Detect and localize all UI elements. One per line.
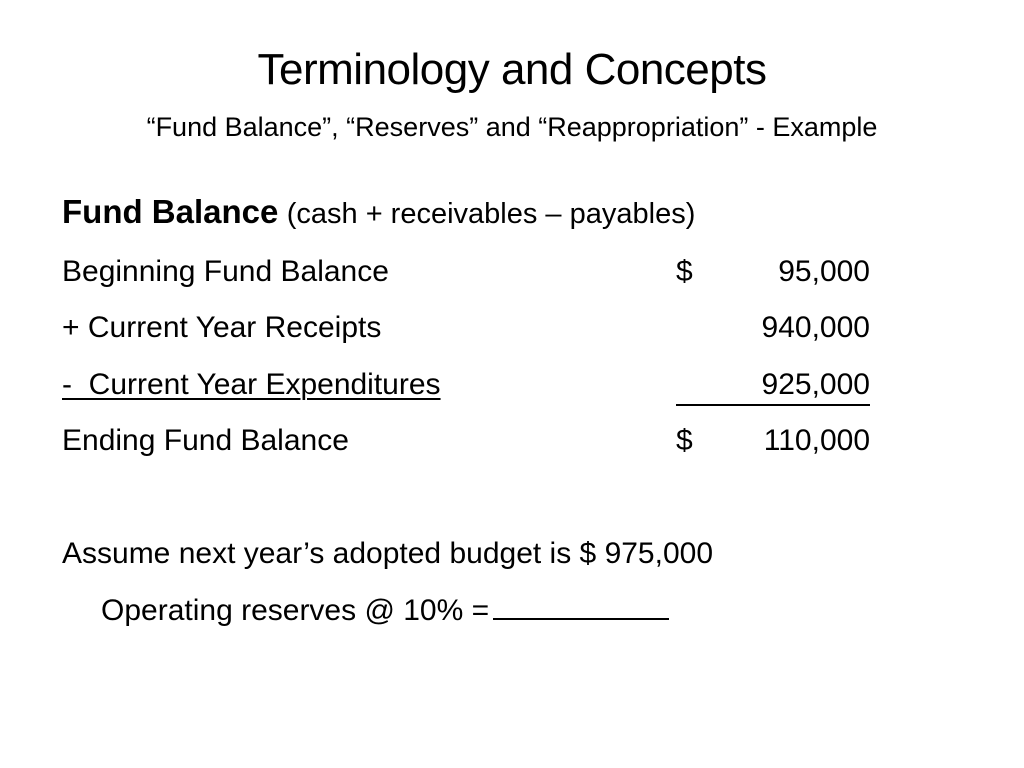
fund-balance-definition: (cash + receivables – payables) bbox=[286, 198, 696, 230]
row-amount-receipts: 940,000 bbox=[761, 311, 870, 344]
slide-subtitle: “Fund Balance”, “Reserves” and “Reappropriation” - Example bbox=[146, 112, 878, 142]
slide-title: Terminology and Concepts bbox=[257, 45, 767, 94]
fund-balance-heading: Fund Balance bbox=[62, 193, 279, 230]
answer-blank[interactable] bbox=[493, 592, 669, 620]
row-amount-beginning: 95,000 bbox=[778, 255, 870, 288]
row-amount-expenditures: 925,000 bbox=[761, 368, 870, 401]
row-currency-ending: $ bbox=[676, 424, 693, 457]
reserves-question: Operating reserves @ 10% = bbox=[101, 594, 490, 627]
row-label-expenditures: - Current Year Expenditures bbox=[62, 368, 441, 401]
row-label-beginning: Beginning Fund Balance bbox=[62, 255, 389, 288]
fund-balance-heading-line bbox=[62, 194, 695, 232]
row-label-receipts: + Current Year Receipts bbox=[62, 311, 382, 344]
assumption-text: Assume next year’s adopted budget is $ 975,000 bbox=[62, 537, 714, 570]
row-label-ending: Ending Fund Balance bbox=[62, 424, 349, 457]
row-amount-ending: 110,000 bbox=[763, 424, 870, 457]
row-currency-beginning: $ bbox=[676, 255, 693, 288]
amount-underline bbox=[676, 367, 870, 406]
reserves-question-line bbox=[101, 592, 669, 629]
